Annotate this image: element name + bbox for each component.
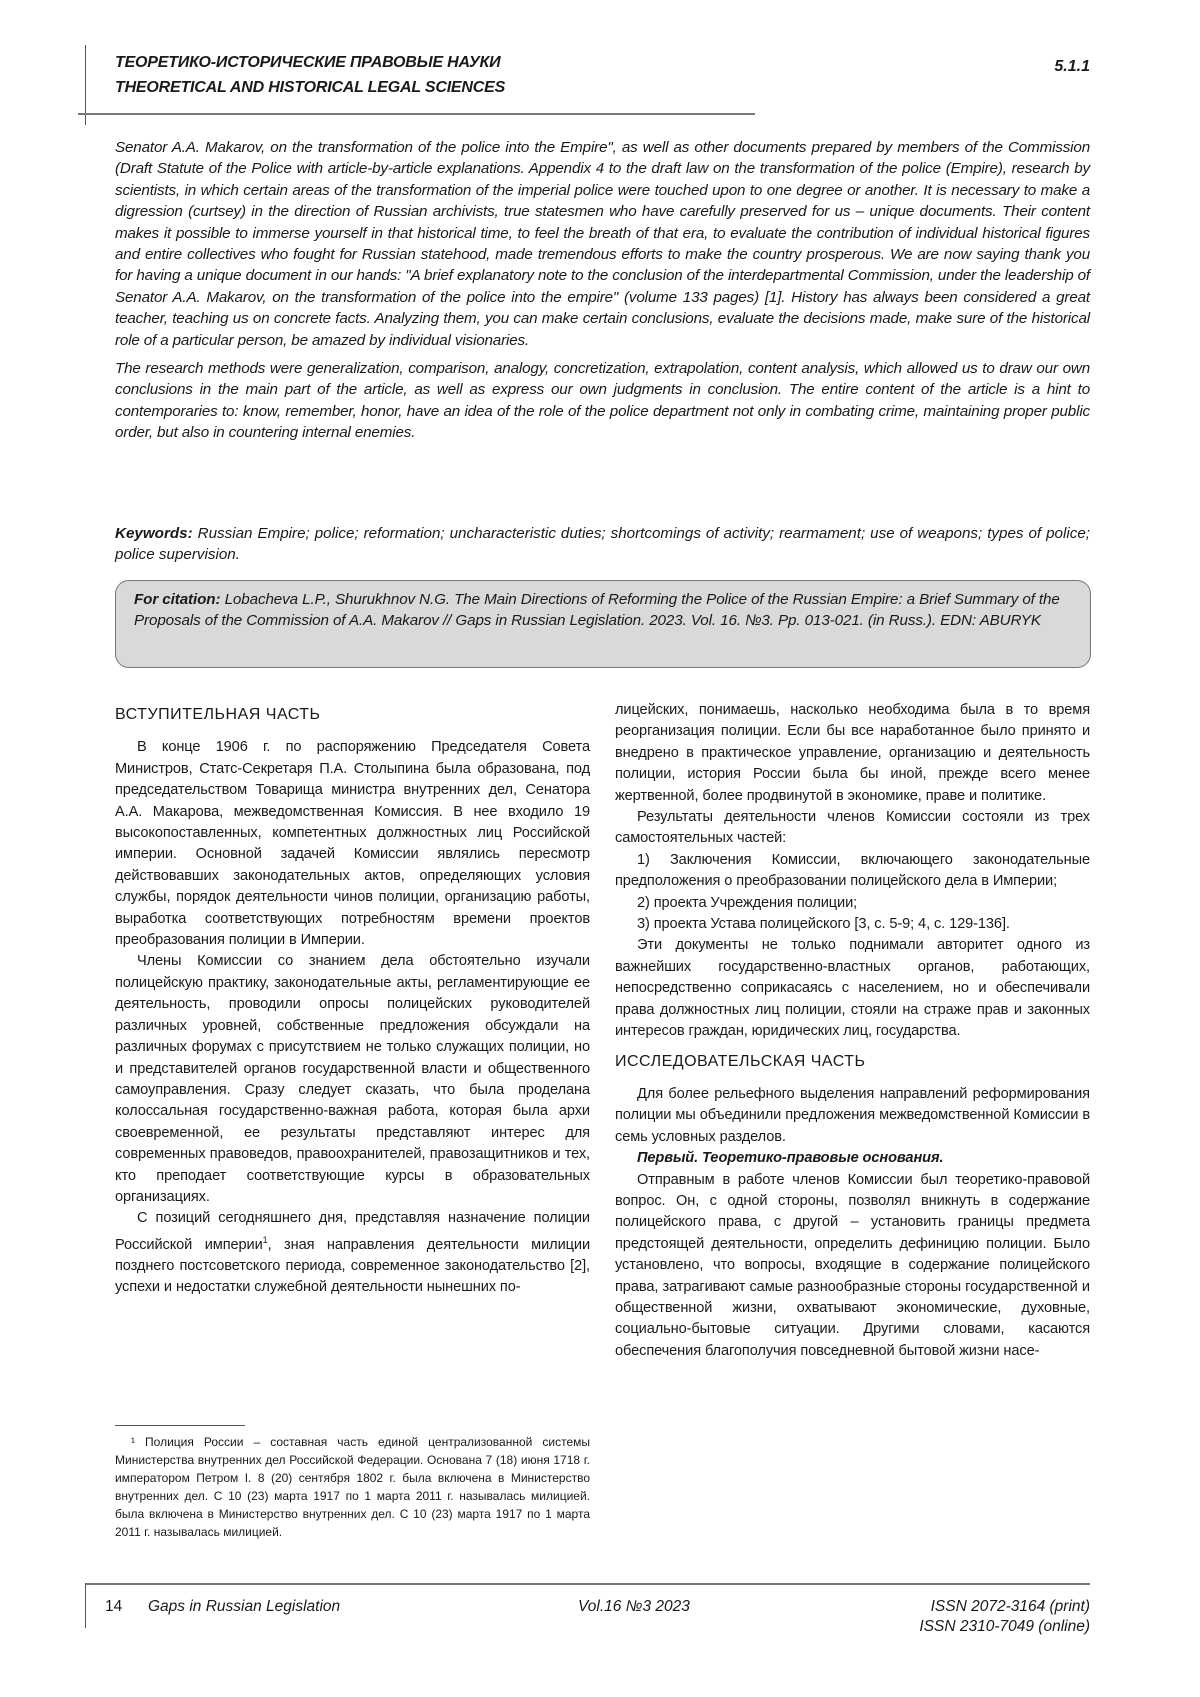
- keywords: [115, 523, 1090, 566]
- abstract-paragraph: Senator A.A. Makarov, on the transformation of the police into the Empire", as well as other documents prepared by members of the Commission (Draft Statute of the Police with article-by-article explanations. Appendix 4 to the draft law on the transformation of the police (Empire), research by scientists, in which certain areas of the transformation of the imperial police were touched upon to one degree or another. It is necessary to make a digression (curtsey) in the direction of Russian archivists, true statesmen who have carefully preserved for us – unique documents. Their content makes it possible to immerse yourself in that historical time, to feel the breath of that era, to evaluate the contribution of individual historical figures and entire collectives who fought for Russian statehood, made tremendous efforts to make the country prosperous. We are now saying thank you for having a unique document in our hands: "A brief explanatory note to the conclusion of the interdepartmental Commission, under the leadership of Senator A.A. Makarov, on the transformation of the police into the empire" (volume 133 pages) [1]. History has always been considered a great teacher, teaching us on concrete facts. Analyzing them, you can make certain conclusions, evaluate the decisions made, make sure of the historical role of a particular person, be amazed by individual visionaries.: [115, 137, 1090, 351]
- header-divider: [78, 113, 755, 115]
- footer-divider: [85, 1583, 1090, 1585]
- issn-print: ISSN 2072-3164 (print): [919, 1598, 1090, 1616]
- paragraph: Эти документы не только поднимали авторитет одного из важнейших государственно-властных органов, работающих, непосредственно соприкасаясь с населением, но и обеспечивали права должностных лиц полиции, стояли на страже прав и законных интересов граждан, юридических лиц, государства.: [615, 935, 1090, 1042]
- section-heading: ИССЛЕДОВАТЕЛЬСКАЯ ЧАСТЬ: [615, 1051, 1090, 1072]
- footnote: [115, 1433, 590, 1541]
- issn: [919, 1598, 1090, 1636]
- section-code: 5.1.1: [1054, 58, 1090, 76]
- journal-name: Gaps in Russian Legislation: [148, 1598, 340, 1616]
- list-item: 1) Заключения Комиссии, включающего законодательные предположения о преобразовании полицейского дела в Империи;: [615, 850, 1090, 893]
- abstract-paragraph: The research methods were generalization, comparison, analogy, concretization, extrapolation, content analysis, which allowed us to draw our own conclusions in the main part of the article, as well as express our own judgments in conclusion. The entire content of the article is a hint to contemporaries to: know, remember, honor, have an idea of the role of the police department not only in combating crime, maintaining proper public order, but also in countering internal enemies.: [115, 358, 1090, 444]
- footnote-text: ¹ Полиция России – составная часть единой централизованной системы Министерства внутренних дел Российской Федерации. Основана 7 (18) июня 1718 г. императором Петром I. 8 (20) сентября 1802 г. была включена в Министерство внутренних дел. С 10 (23) марта 1917 по 1 марта 2011 г. называлась милицией. была включена в Министерство внутренних дел. С 10 (23) марта 1917 по 1 марта 2011 г. называлась милицией.: [115, 1433, 590, 1541]
- section-heading: ВСТУПИТЕЛЬНАЯ ЧАСТЬ: [115, 704, 590, 725]
- list-item: 2) проекта Учреждения полиции;: [615, 893, 1090, 914]
- list-item: 3) проекта Устава полицейского [3, с. 5-9; 4, с. 129-136].: [615, 914, 1090, 935]
- footnote-divider: [115, 1425, 245, 1426]
- citation-box: [115, 580, 1091, 668]
- paragraph: лицейских, понимаешь, насколько необходима была в то время реорганизация полиции. Если бы все наработанное было принято и внедрено в практическое управление, организацию и деятельность полиции, история России была бы иной, прежде всего менее жертвенной, более продвинутой в экономике, праве и политике.: [615, 700, 1090, 807]
- paragraph: В конце 1906 г. по распоряжению Председателя Совета Министров, Статс-Секретаря П.А. Столыпина была образована, под председательством Товарища министра внутренних дел, Сенатора А.А. Макарова, межведомственная Комиссия. В нее входило 19 высокопоставленных, компетентных должностных лиц Российской империи. Основной задачей Комиссии являлись пересмотр действовавших законодательных актов, определяющих условия службы, порядок деятельности чинов полиции, организацию работы, выработка соответствующих потребностям времени проектов преобразования полиции в Империи.: [115, 737, 590, 951]
- paragraph: Для более рельефного выделения направлений реформирования полиции мы объединили предложения межведомственной Комиссии в семь условных разделов.: [615, 1084, 1090, 1148]
- issue-info: Vol.16 №3 2023: [578, 1598, 690, 1616]
- subheading: Первый. Теоретико-правовые основания.: [615, 1148, 1090, 1169]
- abstract: [115, 137, 1090, 451]
- page-number: 14: [105, 1598, 122, 1616]
- keywords-text: Russian Empire; police; reformation; uncharacteristic duties; shortcomings of activity; rearmament; use of weapons; types of police; police supervision.: [115, 525, 1090, 563]
- keywords-label: Keywords:: [115, 525, 193, 542]
- citation-label: For citation:: [134, 591, 220, 608]
- issn-online: ISSN 2310-7049 (online): [919, 1618, 1090, 1636]
- footnote-ref[interactable]: 1: [263, 1235, 268, 1245]
- paragraph: Отправным в работе членов Комиссии был теоретико-правовой вопрос. Он, с одной стороны, позволял вникнуть в содержание полицейского права, с другой – установить границы предмета предстоящей деятельности, определить дефиницию полиции. Было установлено, что вопросы, входящие в содержание полицейского права, затрагивают самые разнообразные стороны государственной и общественной жизни, охватывают экономические, духовные, социально-бытовые ситуации. Другими словами, касаются обеспечения благополучия повседневной бытовой жизни насе-: [615, 1170, 1090, 1363]
- paragraph: Результаты деятельности членов Комиссии состояли из трех самостоятельных частей:: [615, 807, 1090, 850]
- footer-vertical-rule: [85, 1583, 86, 1628]
- section-title-en: THEORETICAL AND HISTORICAL LEGAL SCIENCES: [115, 75, 505, 100]
- paragraph: [115, 1208, 590, 1298]
- section-title-ru: ТЕОРЕТИКО-ИСТОРИЧЕСКИЕ ПРАВОВЫЕ НАУКИ: [115, 50, 505, 75]
- citation-text: Lobacheva L.P., Shurukhnov N.G. The Main Directions of Reforming the Police of the Russian Empire: a Brief Summary of the Proposals of the Commission of A.A. Makarov // Gaps in Russian Legislation. 2023. Vol. 16. №3. Pp. 013-021. (in Russ.). EDN: ABURYK: [134, 591, 1060, 629]
- paragraph-text: С позиций сегодняшнего дня, представляя назначение полиции Российской империи: [115, 1210, 590, 1252]
- right-column: [615, 700, 1090, 1362]
- paragraph: Члены Комиссии со знанием дела обстоятельно изучали полицейскую практику, законодательные акты, регламентирующие ее деятельность, проводили опросы полицейских руководителей различных уровней, собственные предложения обсуждали на различных форумах с присутствием не только служащих полиции, но и представителей органов государственной власти и общественного самоуправления. Сразу следует сказать, что была проделана колоссальная государственно-важная работа, которая была архи своевременной, ее результаты представляют интерес для современных правоведов, правоохранителей, правозащитников и тех, кто преподает соответствующие курсы в образовательных организациях.: [115, 951, 590, 1208]
- section-header: [115, 50, 505, 100]
- left-column: [115, 700, 590, 1299]
- paragraph-text: , зная направления деятельности милиции позднего постсоветского периода, современное законодательство [2], успехи и недостатки служебной деятельности нынешних по-: [115, 1237, 590, 1296]
